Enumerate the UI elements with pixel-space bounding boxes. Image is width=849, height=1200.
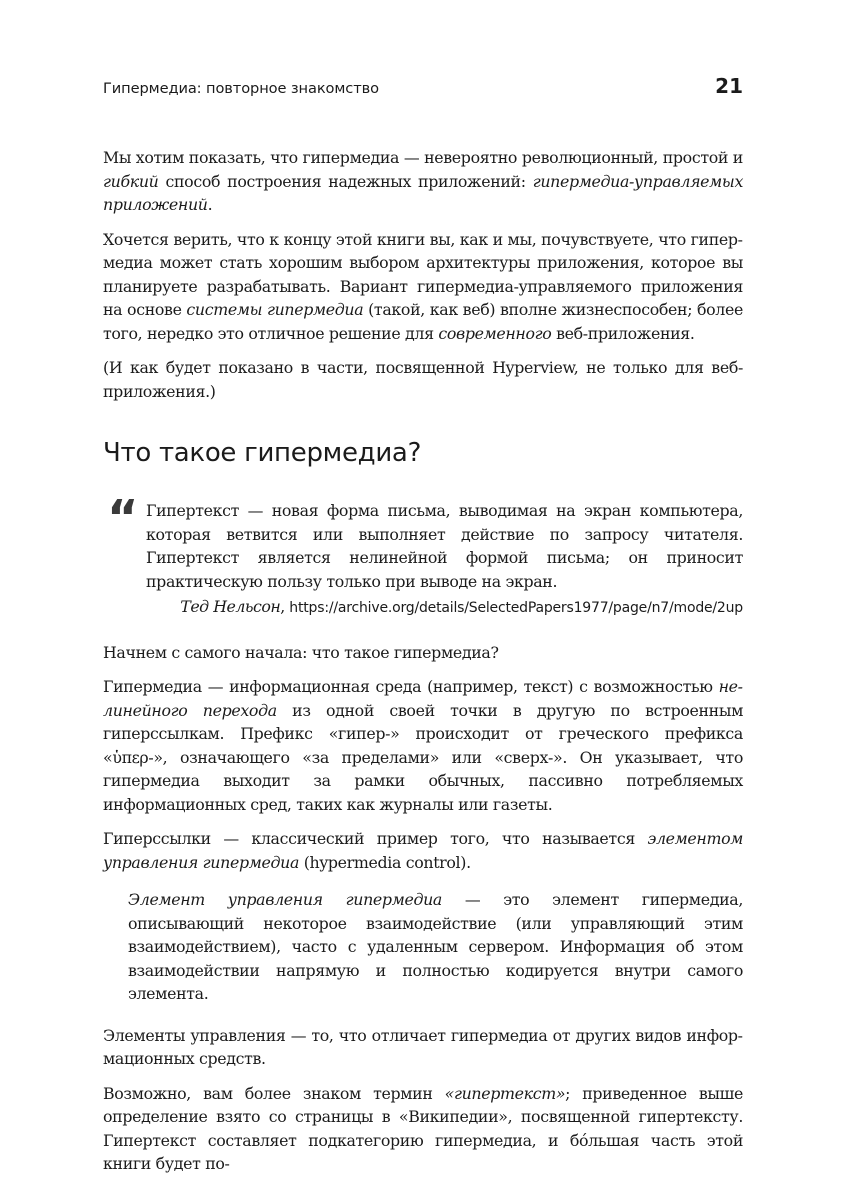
text-run: Гипермедиа — информационная среда (например, текст) с возможностью [103, 677, 719, 696]
emphasis: гибкий [103, 171, 159, 191]
paragraph-intro-2 [103, 228, 743, 346]
text-run: ; приведенное выше определение взято со страницы в «Википедии», посвященной гипертексту. Гипертекст составляет подкатегорию гипермедиа, и бóльшая часть этой книги будет по- [103, 1083, 743, 1173]
paragraph-intro-3: (И как будет показано в части, посвященной Hyperview, не только для веб-приложения.) [103, 358, 743, 401]
emphasis: элементом управления гипермедиа [103, 829, 743, 872]
epigraph-attribution [146, 595, 743, 621]
paragraph-hyperlinks [103, 827, 743, 874]
text-run: Мы хотим показать, что гипермедиа — невероятно революционный, простой и [103, 148, 743, 167]
text-run: — это элемент гипермедиа, описывающий некоторое взаимодействие (или управляющий этим взаимодействием), часто с удаленным сервером. Информация об этом взаимодействии напрямую и полностью кодируется внутри самого элемента. [128, 890, 743, 1003]
text-run: из одной своей точки в другую по встроенным гиперссылкам. Префикс «гипер-» происходит от греческого префикса «ὑπερ-», означающего «за пределами» или «сверх-». Он указывает, что гипермедиа выходит за рамки обычных, пассивно потребляемых информационных сред, таких как журналы или газеты. [103, 700, 744, 814]
emphasis: нелинейного перехода [103, 677, 743, 720]
emphasis: современного [438, 323, 552, 343]
attribution-separator: , [280, 597, 290, 616]
epigraph-quote [103, 490, 743, 621]
definition-text [128, 888, 743, 1006]
epigraph-source-url: https://archive.org/details/SelectedPapers1977/page/n7/mode/2up [289, 600, 743, 616]
page-number: 21 [715, 74, 743, 98]
epigraph-author: Тед Нельсон [180, 597, 281, 616]
text-run: Гиперссылки — классический пример того, что называется [103, 829, 648, 848]
emphasis: системы гипермедиа [186, 300, 364, 319]
emphasis: гипермедиа-управляемых приложений [103, 171, 743, 214]
emphasis: «гипертекст» [444, 1083, 566, 1103]
paragraph-hypermedia-definition [103, 675, 743, 816]
running-title: Гипермедиа: повторное знакомство [103, 80, 379, 97]
text-run: способ построения надежных приложений: [158, 171, 533, 191]
defined-term: Элемент управления гипермедиа [128, 890, 442, 909]
text-run: (такой, как веб) вполне жизнеспособен; более того, нередко это отличное решение для [103, 300, 743, 343]
definition-block [103, 888, 743, 1006]
epigraph-text: Гипертекст — новая форма письма, выводимая на экран компьютера, которая ветвится или выполняет действие по запросу читателя. Гипертекст является нелинейной формой письма; он приносит практическую пользу только при выводе на экран. [146, 501, 743, 591]
paragraph-intro-1 [103, 146, 743, 217]
paragraph-question: Начнем с самого начала: что такое гипермедиа? [103, 642, 499, 662]
running-header [103, 74, 743, 98]
text-run: Хочется верить, что к концу этой книги вы, как и мы, почувствуете, что гипермедиа может стать хорошим выбором архитектуры приложения, которое вы планируете разрабатывать. Вариант гипермедиа-управляемого приложения на основе [103, 229, 743, 319]
paragraph-hypertext [103, 1082, 743, 1176]
page-body [103, 146, 743, 1187]
text-run: веб-приложения. [551, 323, 695, 343]
text-run: . [207, 195, 213, 214]
text-run: Возможно, вам более знаком термин [103, 1083, 445, 1103]
section-heading: Что такое гипермедиа? [103, 438, 422, 468]
paragraph-controls: Элементы управления — то, что отличает гипермедиа от других видов информационных средств. [103, 1025, 743, 1068]
text-run: (hypermedia control). [299, 852, 471, 872]
quote-mark-icon: “ [107, 490, 139, 546]
